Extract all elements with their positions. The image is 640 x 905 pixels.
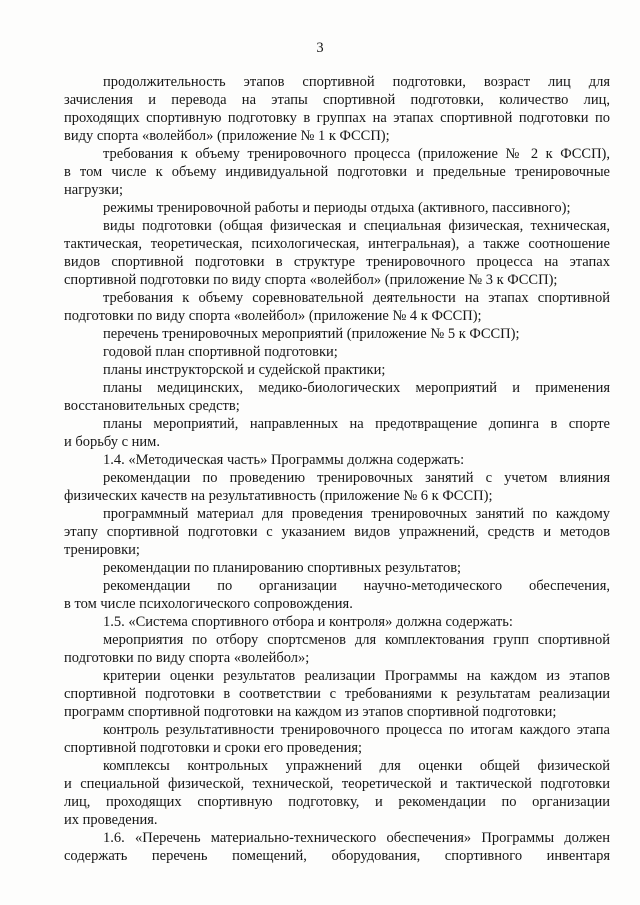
- section-heading: 1.6. «Перечень материально-технического обеспечения» Программы должен: [103, 830, 610, 846]
- text-line: нагрузки;: [64, 182, 124, 198]
- text-line: проходящих спортивную подготовку в группах на этапах спортивной подготовки по: [64, 110, 610, 126]
- text-line: годовой план спортивной подготовки;: [103, 344, 338, 360]
- text-line: контроль результативности тренировочного процесса по итогам каждого этапа: [103, 722, 610, 738]
- text-line: критерии оценки результатов реализации Программы на каждом из этапов: [103, 668, 610, 684]
- text-line: в том числе психологического сопровождения.: [64, 596, 353, 612]
- text-line: комплексы контрольных упражнений для оценки общей физической: [103, 758, 610, 774]
- text-line: тактическая, теоретическая, психологическая, интегральная), а также соотношение: [64, 236, 610, 252]
- text-line: спортивной подготовки в соответствии с требованиями к результатам реализации: [64, 686, 610, 702]
- text-line: в том числе к объему индивидуальной подготовки и предельные тренировочные: [64, 164, 610, 180]
- text-line: рекомендации по планированию спортивных результатов;: [103, 560, 462, 576]
- text-line: требования к объему соревновательной деятельности на этапах спортивной: [103, 290, 610, 306]
- text-line: подготовки по виду спорта «волейбол» (приложение № 4 к ФССП);: [64, 308, 482, 324]
- text-line: режимы тренировочной работы и периоды отдыха (активного, пассивного);: [103, 200, 571, 216]
- text-line: продолжительность этапов спортивной подготовки, возраст лиц для: [103, 74, 610, 90]
- text-line: программный материал для проведения тренировочных занятий по каждому: [103, 506, 610, 522]
- text-line: мероприятия по отбору спортсменов для комплектования групп спортивной: [103, 632, 610, 648]
- text-line: планы медицинских, медико-биологических мероприятий и применения: [103, 380, 610, 396]
- text-line: рекомендации по организации научно-методического обеспечения,: [103, 578, 610, 594]
- text-line: зачисления и перевода на этапы спортивной подготовки, количество лиц,: [64, 92, 610, 108]
- text-line: спортивной подготовки по виду спорта «волейбол» (приложение № 3 к ФССП);: [64, 272, 558, 288]
- text-line: требования к объему тренировочного процесса (приложение № 2 к ФССП),: [103, 146, 610, 162]
- text-line: содержать перечень помещений, оборудования, спортивного инвентаря: [64, 848, 610, 864]
- section-heading: 1.4. «Методическая часть» Программы должна содержать:: [103, 452, 465, 468]
- text-line: перечень тренировочных мероприятий (приложение № 5 к ФССП);: [103, 326, 520, 342]
- text-line: и специальной физической, технической, теоретической и тактической подготовки: [64, 776, 610, 792]
- text-line: видов спортивной подготовки в структуре тренировочного процесса на этапах: [64, 254, 610, 270]
- text-line: планы мероприятий, направленных на предотвращение допинга в спорте: [103, 416, 610, 432]
- text-line: физических качеств на результативность (приложение № 6 к ФССП);: [64, 488, 493, 504]
- text-line: спортивной подготовки и сроки его проведения;: [64, 740, 363, 756]
- page-number: 3: [316, 40, 324, 56]
- text-line: тренировки;: [64, 542, 140, 558]
- section-heading: 1.5. «Система спортивного отбора и контроля» должна содержать:: [103, 614, 513, 630]
- text-line: виды подготовки (общая физическая и специальная физическая, техническая,: [103, 218, 610, 234]
- text-line: их проведения.: [64, 812, 158, 828]
- text-line: виду спорта «волейбол» (приложение № 1 к ФССП);: [64, 128, 390, 144]
- text-line: рекомендации по проведению тренировочных занятий с учетом влияния: [103, 470, 610, 486]
- text-line: планы инструкторской и судейской практики;: [103, 362, 386, 378]
- text-line: восстановительных средств;: [64, 398, 240, 414]
- text-line: программ спортивной подготовки на каждом из этапов спортивной подготовки;: [64, 704, 557, 720]
- text-line: и борьбу с ним.: [64, 434, 160, 450]
- text-line: этапу спортивной подготовки с указанием видов упражнений, средств и методов: [64, 524, 610, 540]
- text-line: лиц, проходящих спортивную подготовку, и рекомендации по организации: [64, 794, 610, 810]
- text-line: подготовки по виду спорта «волейбол»;: [64, 650, 310, 666]
